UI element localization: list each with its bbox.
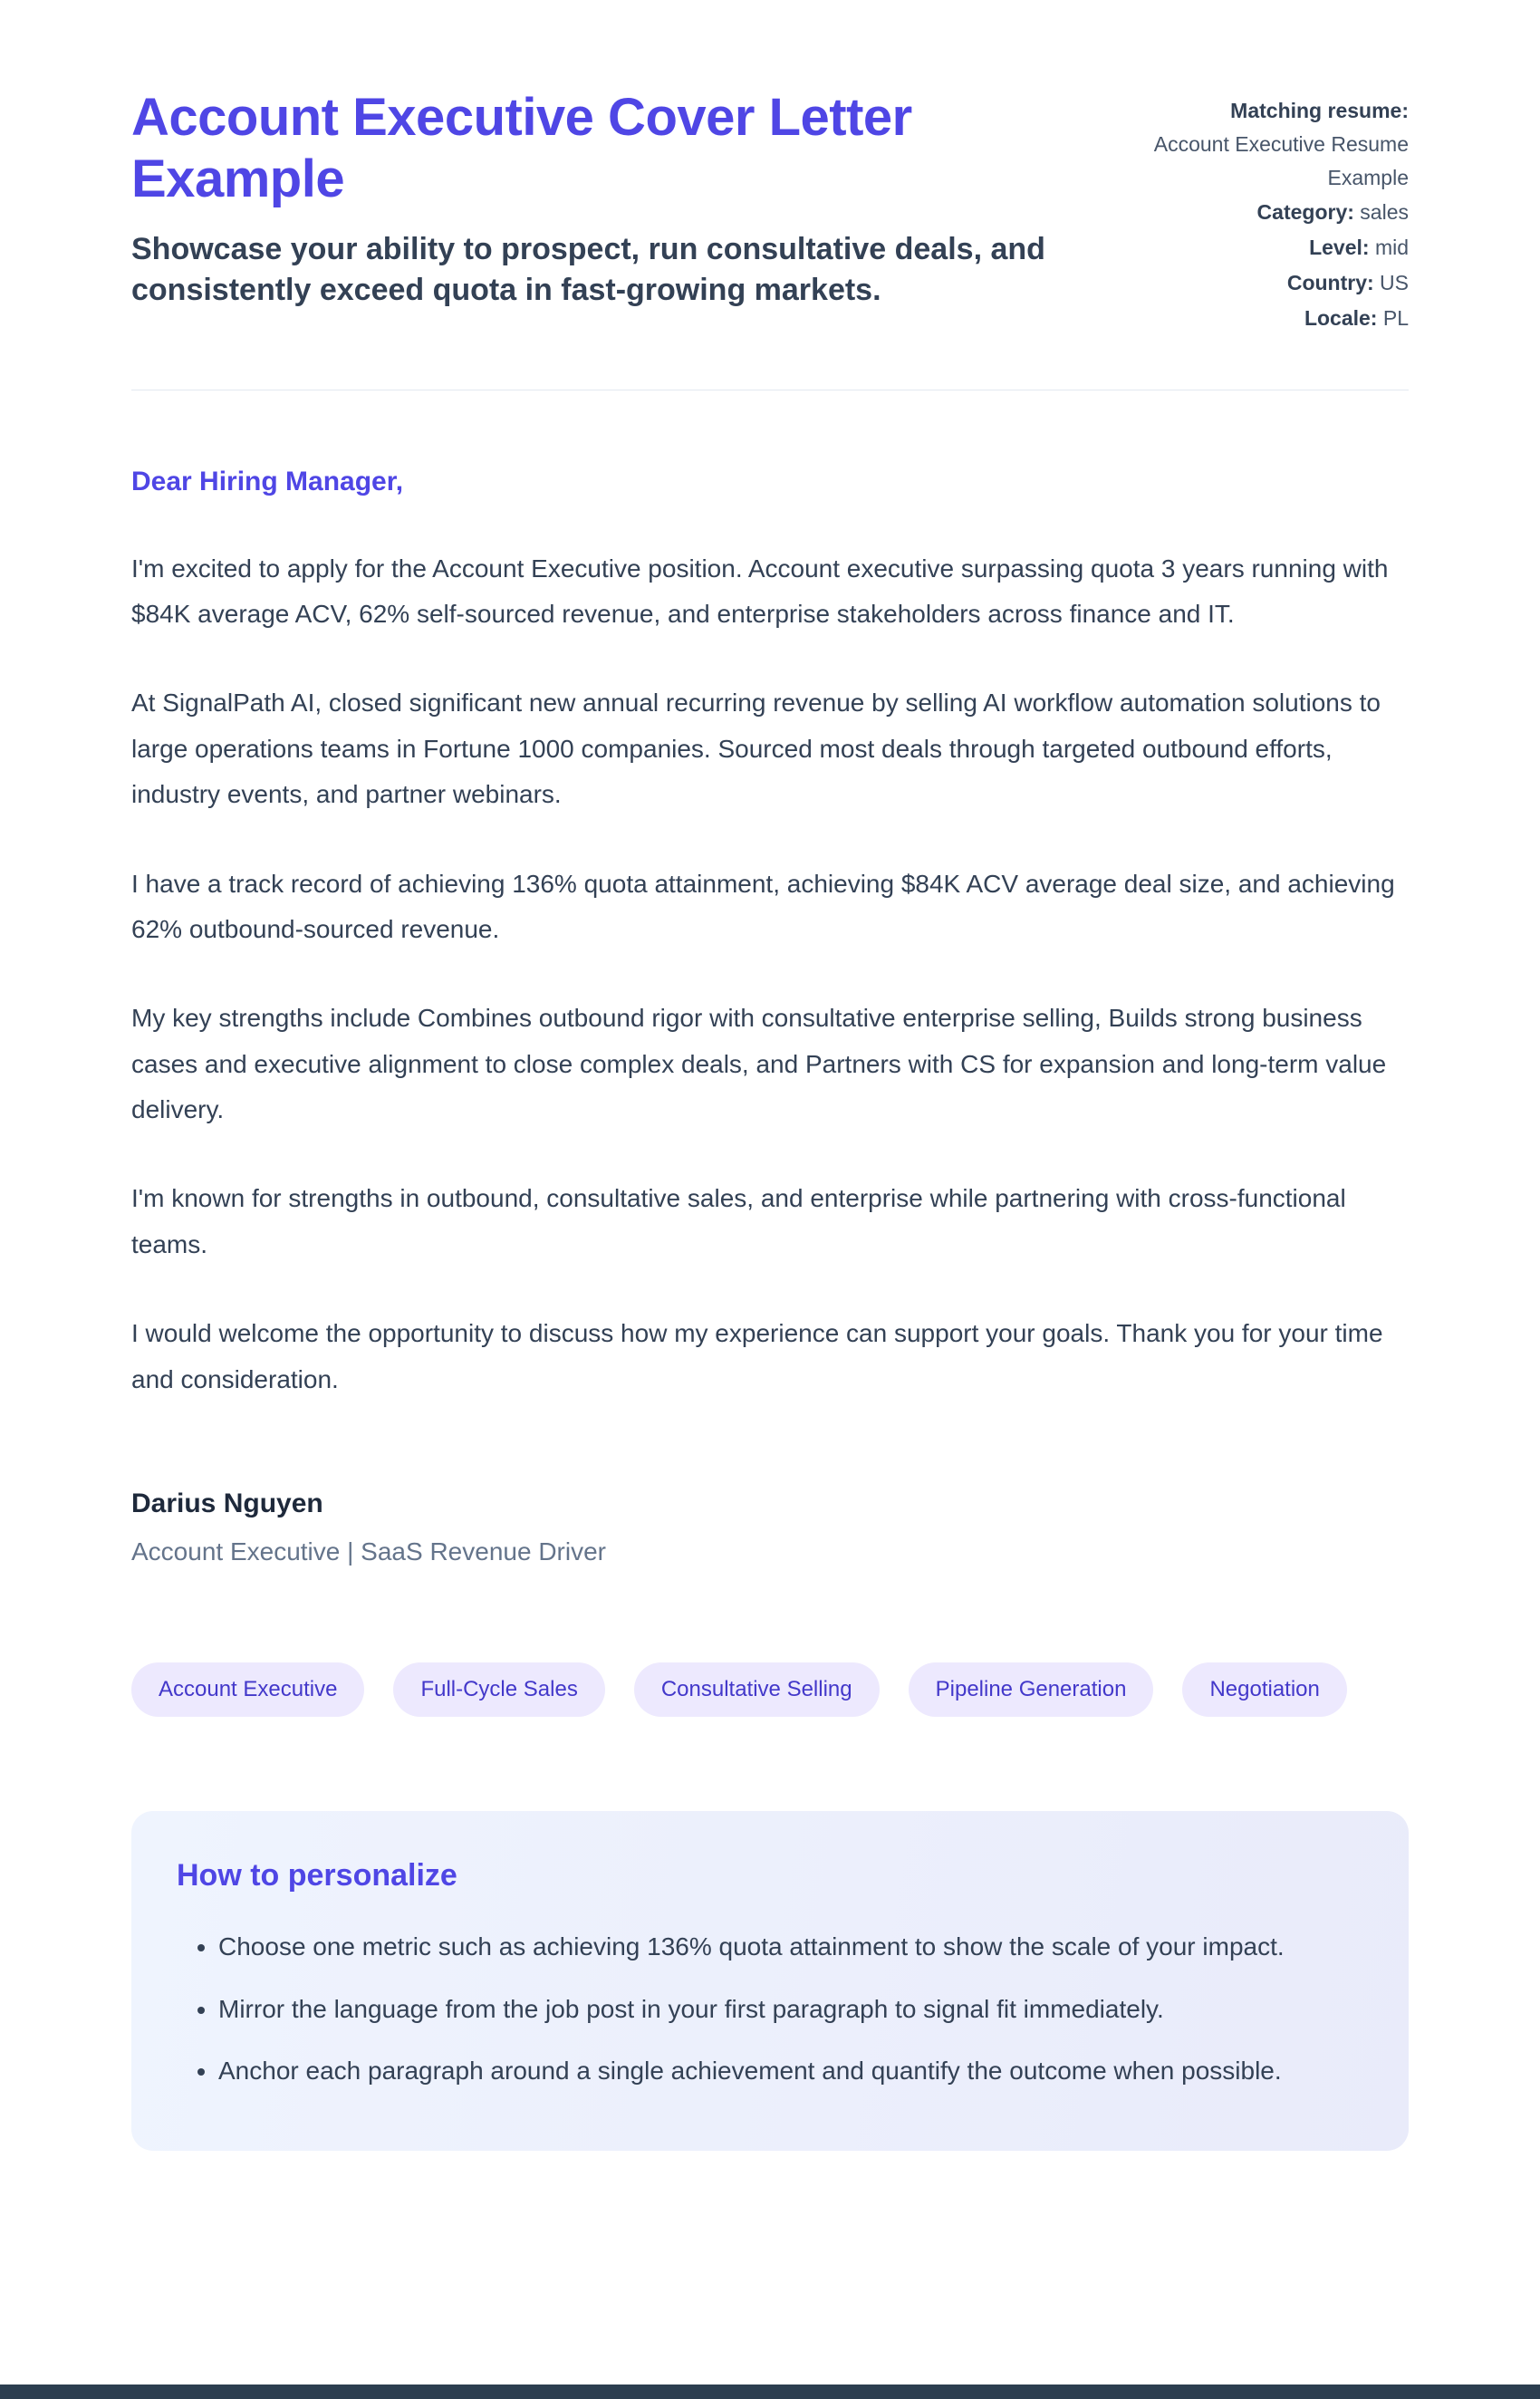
tag-negotiation: Negotiation [1182, 1662, 1346, 1717]
page-subtitle: Showcase your ability to prospect, run consultative deals, and consistently exceed quota in fast-growing markets. [131, 231, 1045, 307]
cover-letter-body [131, 458, 1409, 1569]
tag-list [131, 1662, 1409, 1717]
meta-row-matching-resume [1110, 94, 1409, 194]
header-title-block [131, 87, 1073, 311]
tag-consultative-selling: Consultative Selling [634, 1662, 880, 1717]
meta-label: Locale: [1304, 305, 1378, 330]
personalize-list [175, 1924, 1358, 2094]
meta-panel [1110, 87, 1409, 337]
letter-greeting: Dear Hiring Manager, [131, 466, 404, 496]
meta-label: Level: [1309, 236, 1370, 260]
tag-account-executive: Account Executive [131, 1662, 364, 1717]
letter-paragraph: At SignalPath AI, closed significant new annual recurring revenue by selling AI workflow automation solutions to large operations teams in Fortune 1000 companies. Sourced most deals through targeted outbound efforts, industry events, and partner webinars. [131, 689, 1381, 809]
signature-title: Account Executive | SaaS Revenue Driver [131, 1537, 606, 1566]
personalize-bullet: • Anchor each paragraph around a single achievement and quantify the outcome when possible. [218, 2048, 1342, 2094]
tag-pipeline-generation: Pipeline Generation [909, 1662, 1154, 1717]
personalize-bullet: • Choose one metric such as achieving 136% quota attainment to show the scale of your impact. [218, 1924, 1342, 1970]
meta-row-country [1110, 266, 1409, 300]
meta-label: Country: [1286, 270, 1374, 294]
meta-value: mid [1374, 236, 1409, 260]
letter-paragraph: My key strengths include Combines outbound rigor with consultative enterprise selling, Builds strong business cases and executive alignment to close complex deals, and Partners with CS for expansion and long-term value delivery. [131, 1004, 1387, 1124]
meta-value: US [1380, 270, 1409, 294]
content-column [131, 0, 1409, 2151]
personalize-box [131, 1811, 1409, 2150]
meta-value: Account Executive Resume Example [1153, 131, 1409, 189]
letter-paragraph: I'm excited to apply for the Account Executive position. Account executive surpassing quota 3 years running with $84K average ACV, 62% self-sourced revenue, and enterprise stakeholders across finance and IT. [131, 554, 1389, 628]
meta-row-locale [1110, 302, 1409, 335]
footer-bar [0, 2385, 1540, 2399]
meta-label: Matching resume: [1230, 99, 1409, 122]
meta-value: sales [1360, 200, 1409, 225]
page-title: Account Executive Cover Letter Example [131, 88, 912, 209]
letter-paragraph: I'm known for strengths in outbound, consultative sales, and enterprise while partnering with cross-functional teams. [131, 1184, 1346, 1258]
meta-row-level [1110, 231, 1409, 265]
meta-value: PL [1382, 305, 1409, 330]
letter-paragraph: I have a track record of achieving 136% quota attainment, achieving $84K ACV average deal size, and achieving 62% outbound-sourced revenue. [131, 869, 1395, 943]
personalize-heading: How to personalize [177, 1858, 457, 1893]
personalize-bullet: • Mirror the language from the job post in your first paragraph to signal fit immediately. [218, 1987, 1342, 2032]
tag-full-cycle-sales: Full-Cycle Sales [393, 1662, 604, 1717]
signature-name: Darius Nguyen [131, 1489, 323, 1519]
meta-row-category [1110, 196, 1409, 229]
header [131, 87, 1409, 390]
meta-label: Category: [1256, 200, 1354, 225]
letter-paragraph: I would welcome the opportunity to discuss how my experience can support your goals. Thank you for your time and consideration. [131, 1319, 1383, 1393]
